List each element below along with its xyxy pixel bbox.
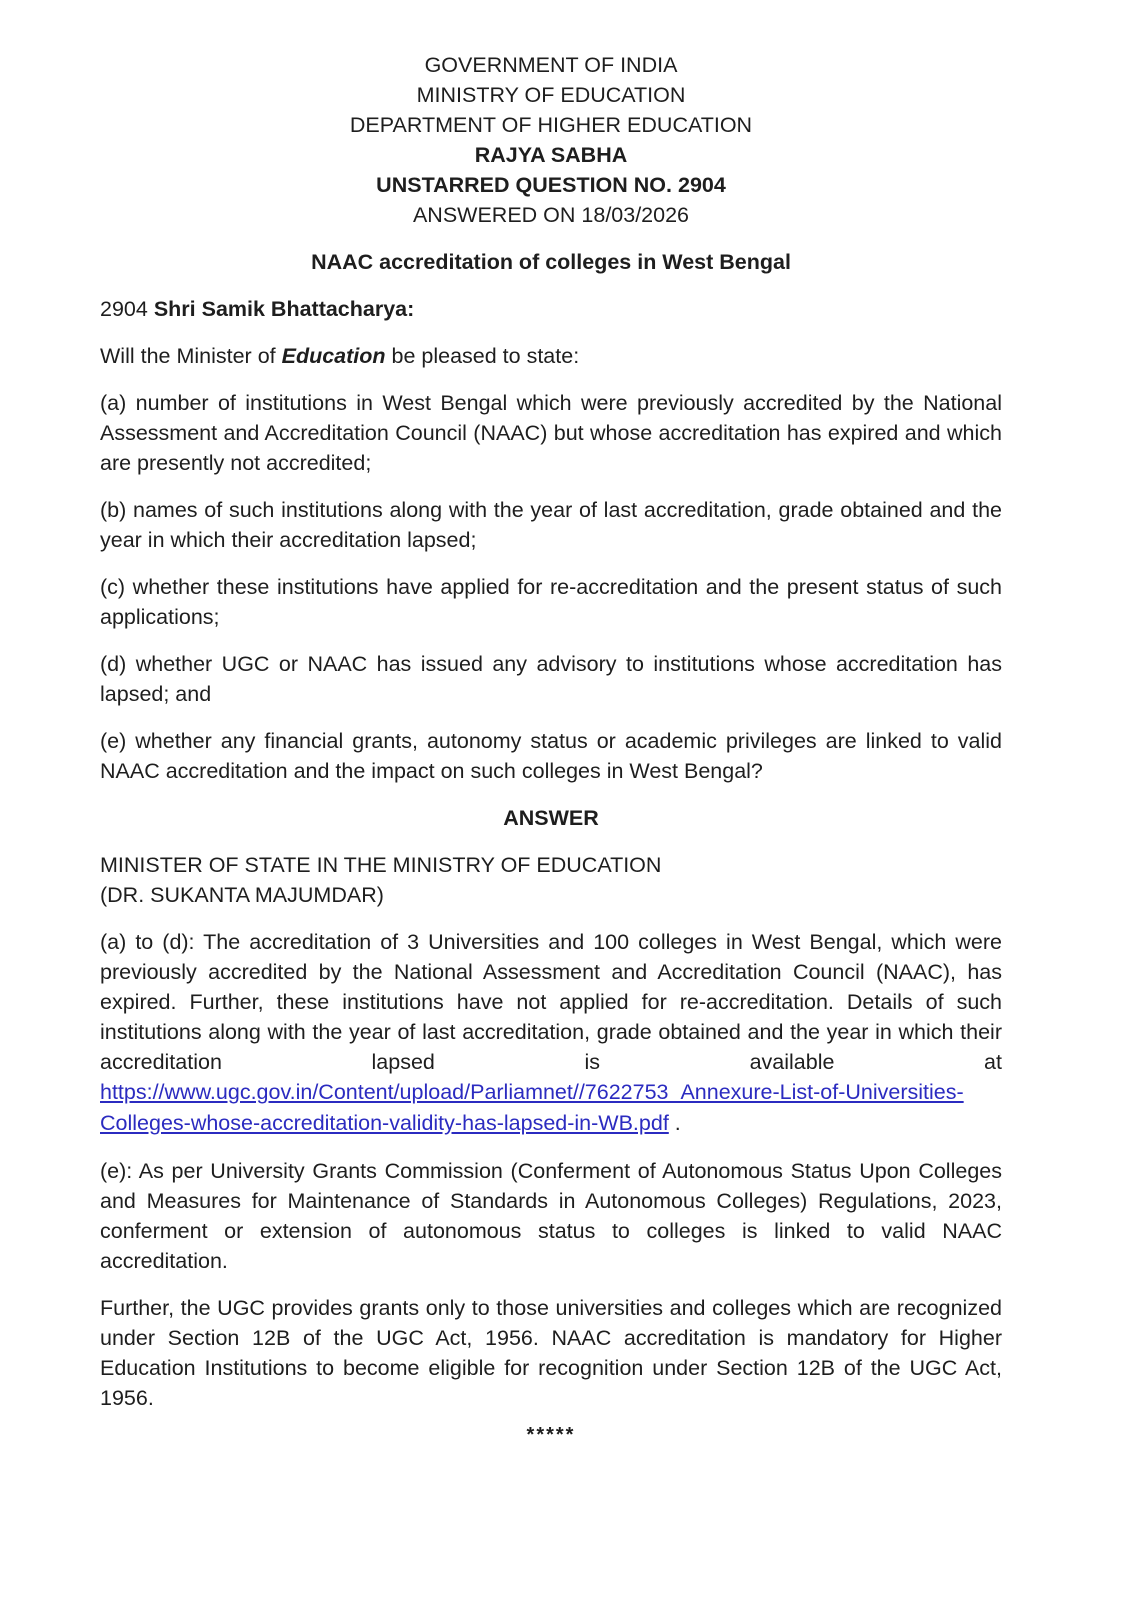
- header-ministry-line: MINISTRY OF EDUCATION: [416, 83, 686, 107]
- minister-title-line: MINISTER OF STATE IN THE MINISTRY OF EDUCATION: [100, 853, 662, 877]
- minister-block: [100, 850, 1002, 910]
- link-suffix-period: .: [668, 1111, 681, 1135]
- question-intro-line: [100, 341, 1002, 371]
- question-intro-prefix: Will the Minister of: [100, 344, 282, 368]
- question-intro-suffix: be pleased to state:: [385, 344, 580, 368]
- header-house-line: RAJYA SABHA: [474, 143, 628, 167]
- header-government-line: GOVERNMENT OF INDIA: [424, 53, 678, 77]
- question-number: 2904: [100, 297, 154, 321]
- minister-name-line: (DR. SUKANTA MAJUMDAR): [100, 883, 384, 907]
- question-item-a: (a) number of institutions in West Bengal which were previously accredited by the National Assessment and Accreditation Council (NAAC) but whose accreditation has expired and which are presently not accredited;: [100, 391, 1002, 475]
- answer-heading: ANSWER: [503, 806, 599, 830]
- answer-link-line: [100, 1077, 1002, 1139]
- header-department-line: DEPARTMENT OF HIGHER EDUCATION: [349, 113, 753, 137]
- question-item-d: (d) whether UGC or NAAC has issued any advisory to institutions whose accreditation has lapsed; and: [100, 652, 1002, 706]
- answer-para-further: Further, the UGC provides grants only to those universities and colleges which are recognized under Section 12B of the UGC Act, 1956. NAAC accreditation is mandatory for Higher Education Institutions to become eligible for recognition under Section 12B of the UGC Act, 1956.: [100, 1296, 1002, 1410]
- question-item-c: (c) whether these institutions have applied for re-accreditation and the present status of such applications;: [100, 575, 1002, 629]
- question-item-b: (b) names of such institutions along with the year of last accreditation, grade obtained and the year in which their accreditation lapsed;: [100, 498, 1002, 552]
- question-intro-ministry: Education: [281, 344, 386, 368]
- answer-para-e: (e): As per University Grants Commission (Conferment of Autonomous Status Upon Colleges and Measures for Maintenance of Standards in Autonomous Colleges) Regulations, 2023, conferment or extension of autonomous status to colleges is linked to valid NAAC accreditation.: [100, 1159, 1002, 1273]
- question-item-e: (e) whether any financial grants, autonomy status or academic privileges are linked to valid NAAC accreditation and the impact on such colleges in West Bengal?: [100, 729, 1002, 783]
- question-title: NAAC accreditation of colleges in West Bengal: [311, 250, 791, 274]
- footer-stars: *****: [526, 1424, 576, 1446]
- member-name: Shri Samik Bhattacharya:: [153, 297, 415, 321]
- document-header: [100, 50, 1002, 230]
- header-question-no-line: UNSTARRED QUESTION NO. 2904: [376, 173, 726, 197]
- annexure-pdf-link[interactable]: https://www.ugc.gov.in/Content/upload/Parliamnet//7622753_Annexure-List-of-Universities-Colleges-whose-accreditation-validity-has-lapsed-in-WB.pdf: [100, 1080, 964, 1135]
- header-answered-on-line: ANSWERED ON 18/03/2026: [412, 203, 690, 227]
- answer-para-a-to-d: (a) to (d): The accreditation of 3 Universities and 100 colleges in West Bengal, which were previously accredited by the National Assessment and Accreditation Council (NAAC), has expired. Further, these institutions have not applied for re-accreditation. Details of such institutions along with the year of last accreditation, grade obtained and the year in which their accreditation lapsed is available at: [100, 930, 1002, 1074]
- question-member-line: [100, 294, 1002, 324]
